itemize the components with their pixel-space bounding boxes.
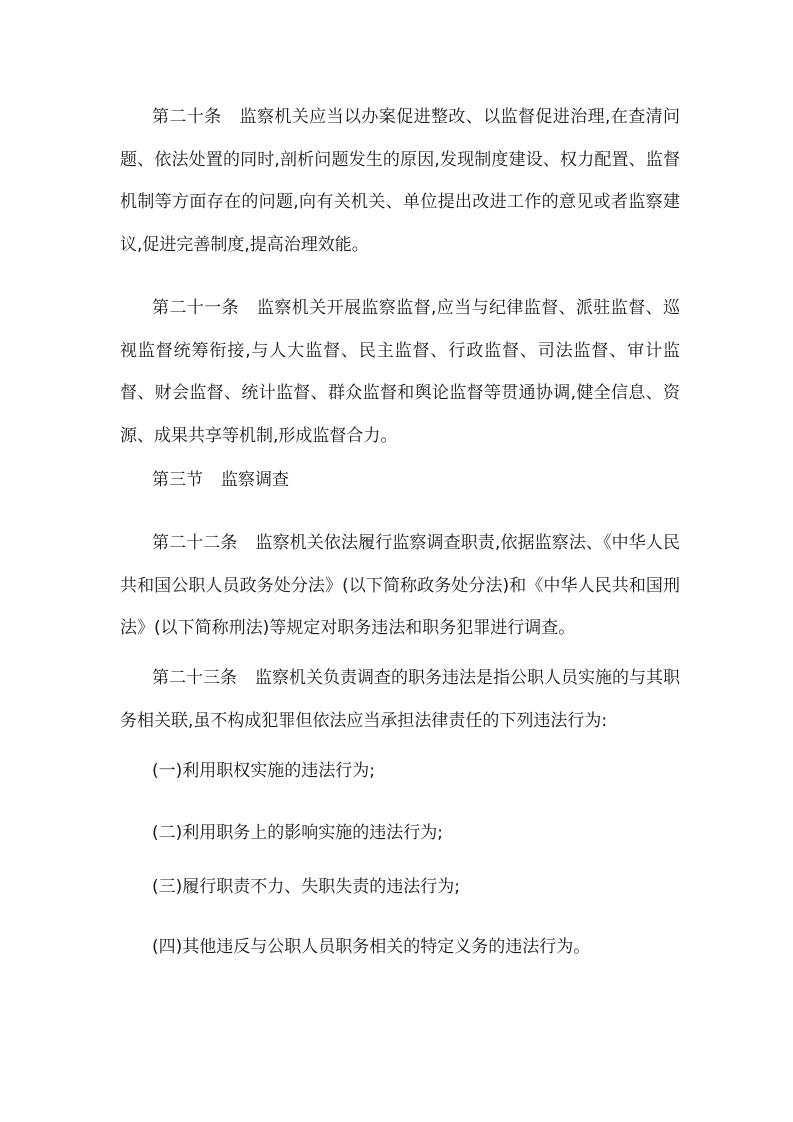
article-21 (120, 287, 680, 457)
list-item-text: (二)利用职务上的影响实施的违法行为; (152, 823, 443, 843)
section-number: 第三节 (152, 470, 203, 490)
article-text: 监察机关应当以办案促进整改、以监督促进治理,在查清问题、依法处置的同时,剖析问题发生的原因,发现制度建设、权力配置、监督机制等方面存在的问题,向有关机关、单位提出改进工作的意见或者监察建议,促进完善制度,提高治理效能。 (120, 107, 681, 255)
list-item-3 (120, 866, 680, 909)
list-item-text: (一)利用职权实施的违法行为; (152, 761, 375, 781)
article-number: 第二十二条 (152, 533, 238, 553)
section-heading (120, 459, 680, 502)
article-text: 监察机关依法履行监察调查职责,依据监察法、《中华人民共和国公职人员政务处分法》(以下简称政务处分法)和《中华人民共和国刑法》(以下简称刑法)等规定对职务违法和职务犯罪进行调查。 (120, 533, 680, 638)
article-22 (120, 522, 680, 650)
list-item-text: (三)履行职责不力、失职失责的违法行为; (152, 877, 460, 897)
list-item-4 (120, 926, 680, 969)
article-number: 第二十三条 (152, 668, 237, 688)
section-title: 监察调查 (221, 470, 289, 490)
article-number: 第二十一条 (152, 298, 239, 318)
article-23 (120, 657, 680, 742)
list-item-1 (120, 750, 680, 793)
article-number: 第二十条 (152, 107, 222, 127)
article-20 (120, 96, 680, 266)
article-text: 监察机关开展监察监督,应当与纪律监督、派驻监督、巡视监督统筹衔接,与人大监督、民主监督、行政监督、司法监督、审计监督、财会监督、统计监督、群众监督和舆论监督等贯通协调,健全信息、资源、成果共享等机制,形成监督合力。 (120, 298, 680, 446)
list-item-2 (120, 812, 680, 855)
article-text: 监察机关负责调查的职务违法是指公职人员实施的与其职务相关联,虽不构成犯罪但依法应当承担法律责任的下列违法行为: (120, 668, 680, 731)
list-item-text: (四)其他违反与公职人员职务相关的特定义务的违法行为。 (152, 937, 591, 957)
